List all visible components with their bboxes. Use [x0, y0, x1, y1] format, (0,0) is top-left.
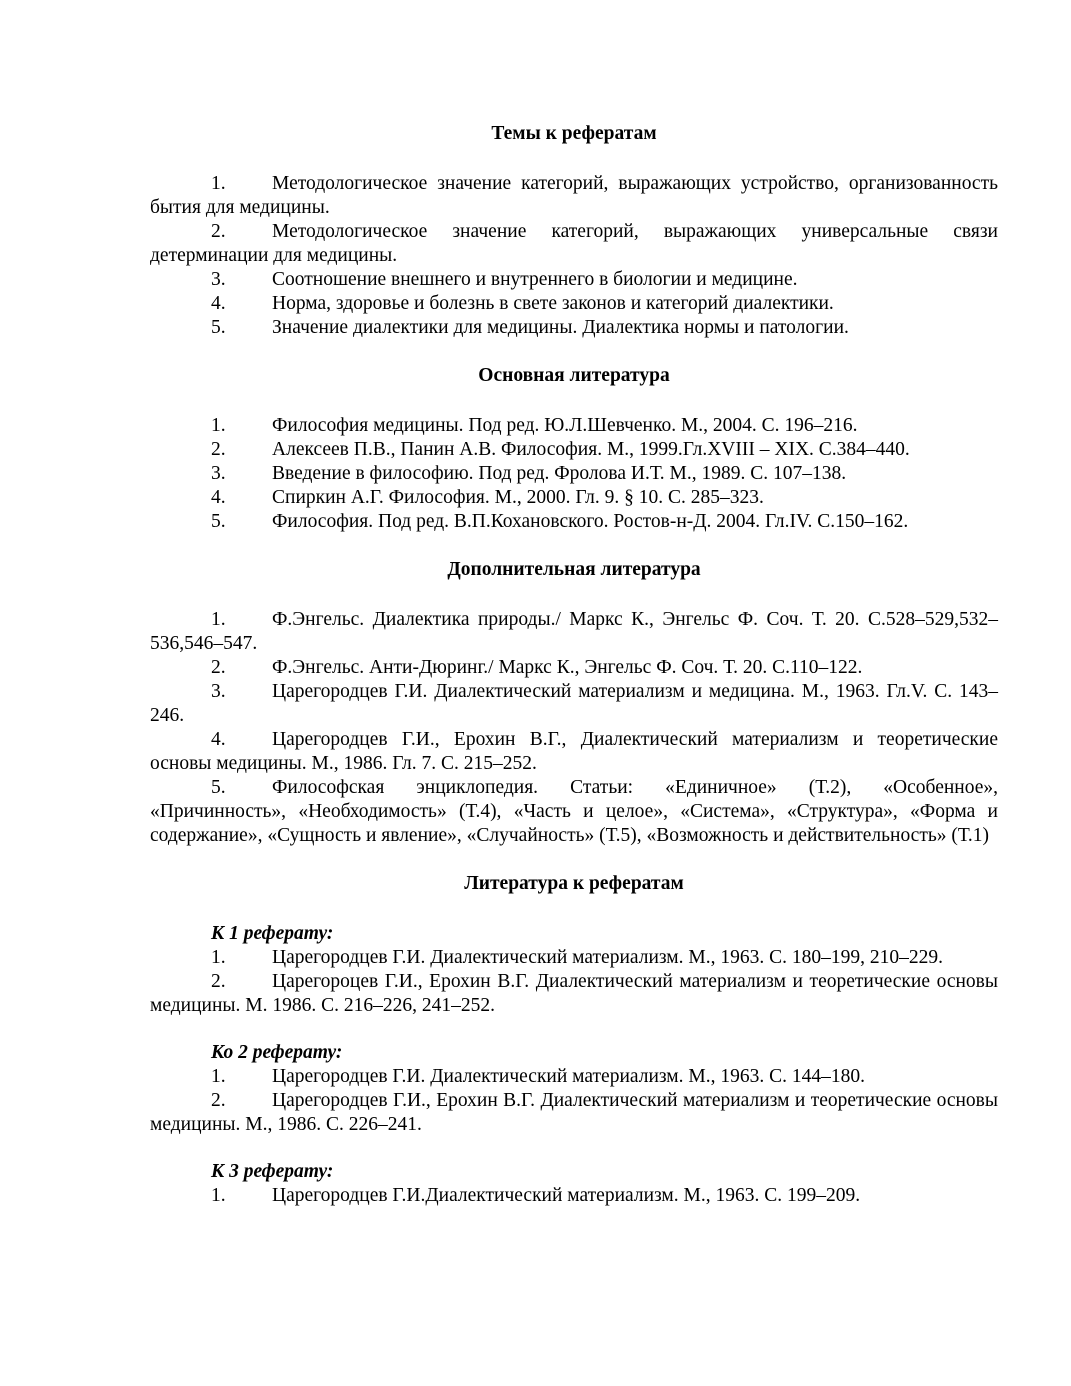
list-item: 2. Ф.Энгельс. Анти-Дюринг./ Маркс К., Энгельс Ф. Соч. Т. 20. С.110–122.	[211, 657, 863, 678]
document-page	[150, 122, 998, 1208]
extra-literature-list	[150, 608, 998, 848]
list-item: 1. Философия медицины. Под ред. Ю.Л.Шевченко. М., 2004. С. 196–216.	[211, 415, 858, 436]
list-item: 1. Царегородцев Г.И.Диалектический материализм. М., 1963. С. 199–209.	[211, 1185, 861, 1206]
list-item: 1. Ф.Энгельс. Диалектика природы./ Маркс К., Энгельс Ф. Соч. Т. 20. С.528–529,532–536,546–547.	[150, 609, 998, 654]
list-item: 1. Методологическое значение категорий, выражающих устройство, организованность бытия для медицины.	[150, 173, 998, 218]
list-item: 4. Норма, здоровье и болезнь в свете законов и категорий диалектики.	[211, 293, 834, 314]
section-title-report-literature: Литература к рефератам	[464, 873, 684, 894]
section-title-extra-literature: Дополнительная литература	[447, 559, 701, 580]
list-item: 4. Спиркин А.Г. Философия. М., 2000. Гл. 9. § 10. С. 285–323.	[211, 487, 764, 508]
list-item: 3. Царегородцев Г.И. Диалектический материализм и медицина. М., 1963. Гл.V. С. 143–246.	[150, 681, 998, 726]
list-item: 4. Царегородцев Г.И., Ерохин В.Г., Диалектический материализм и теоретические основы медицины. М., 1986. Гл. 7. С. 215–252.	[150, 729, 998, 774]
list-item: 5. Значение диалектики для медицины. Диалектика нормы и патологии.	[211, 317, 849, 338]
list-item: 2. Царегородцев Г.И., Ерохин В.Г. Диалектический материализм и теоретические основы медицины. М., 1986. С. 226–241.	[150, 1090, 998, 1135]
list-item: 1. Царегородцев Г.И. Диалектический материализм. М., 1963. С. 144–180.	[211, 1066, 865, 1087]
list-item: 3. Соотношение внешнего и внутреннего в биологии и медицине.	[211, 269, 798, 290]
list-item: 1. Царегородцев Г.И. Диалектический материализм. М., 1963. С. 180–199, 210–229.	[211, 947, 943, 968]
report-group-label: К 3 реферату:	[211, 1161, 334, 1182]
list-item: 5. Философская энциклопедия. Статьи: «Единичное» (Т.2), «Особенное», «Причинность», «Необходимость» (Т.4), «Часть и целое», «Система», «Структура», «Форма и содержание», «Сущность и явление», «Случайность» (Т.5), «Возможность и действительность» (Т.1)	[150, 777, 998, 846]
list-item: 2. Алексеев П.В., Панин А.В. Философия. М., 1999.Гл.XVIII – XIX. С.384–440.	[211, 439, 910, 460]
section-title-topics: Темы к рефератам	[491, 123, 657, 144]
main-literature-list	[150, 414, 998, 534]
report-group-label: Ко 2 реферату:	[211, 1042, 343, 1063]
list-item: 2. Царегороцев Г.И., Ерохин В.Г. Диалектический материализм и теоретические основы медицины. М. 1986. С. 216–226, 241–252.	[150, 971, 998, 1016]
list-item: 3. Введение в философию. Под ред. Фролова И.Т. М., 1989. С. 107–138.	[211, 463, 847, 484]
report-group-label: К 1 реферату:	[211, 923, 334, 944]
topics-list	[150, 172, 998, 340]
list-item: 5. Философия. Под ред. В.П.Кохановского. Ростов-н-Д. 2004. Гл.IV. С.150–162.	[211, 511, 909, 532]
section-title-main-literature: Основная литература	[478, 365, 670, 386]
list-item: 2. Методологическое значение категорий, выражающих универсальные связи детерминации для медицины.	[150, 221, 998, 266]
